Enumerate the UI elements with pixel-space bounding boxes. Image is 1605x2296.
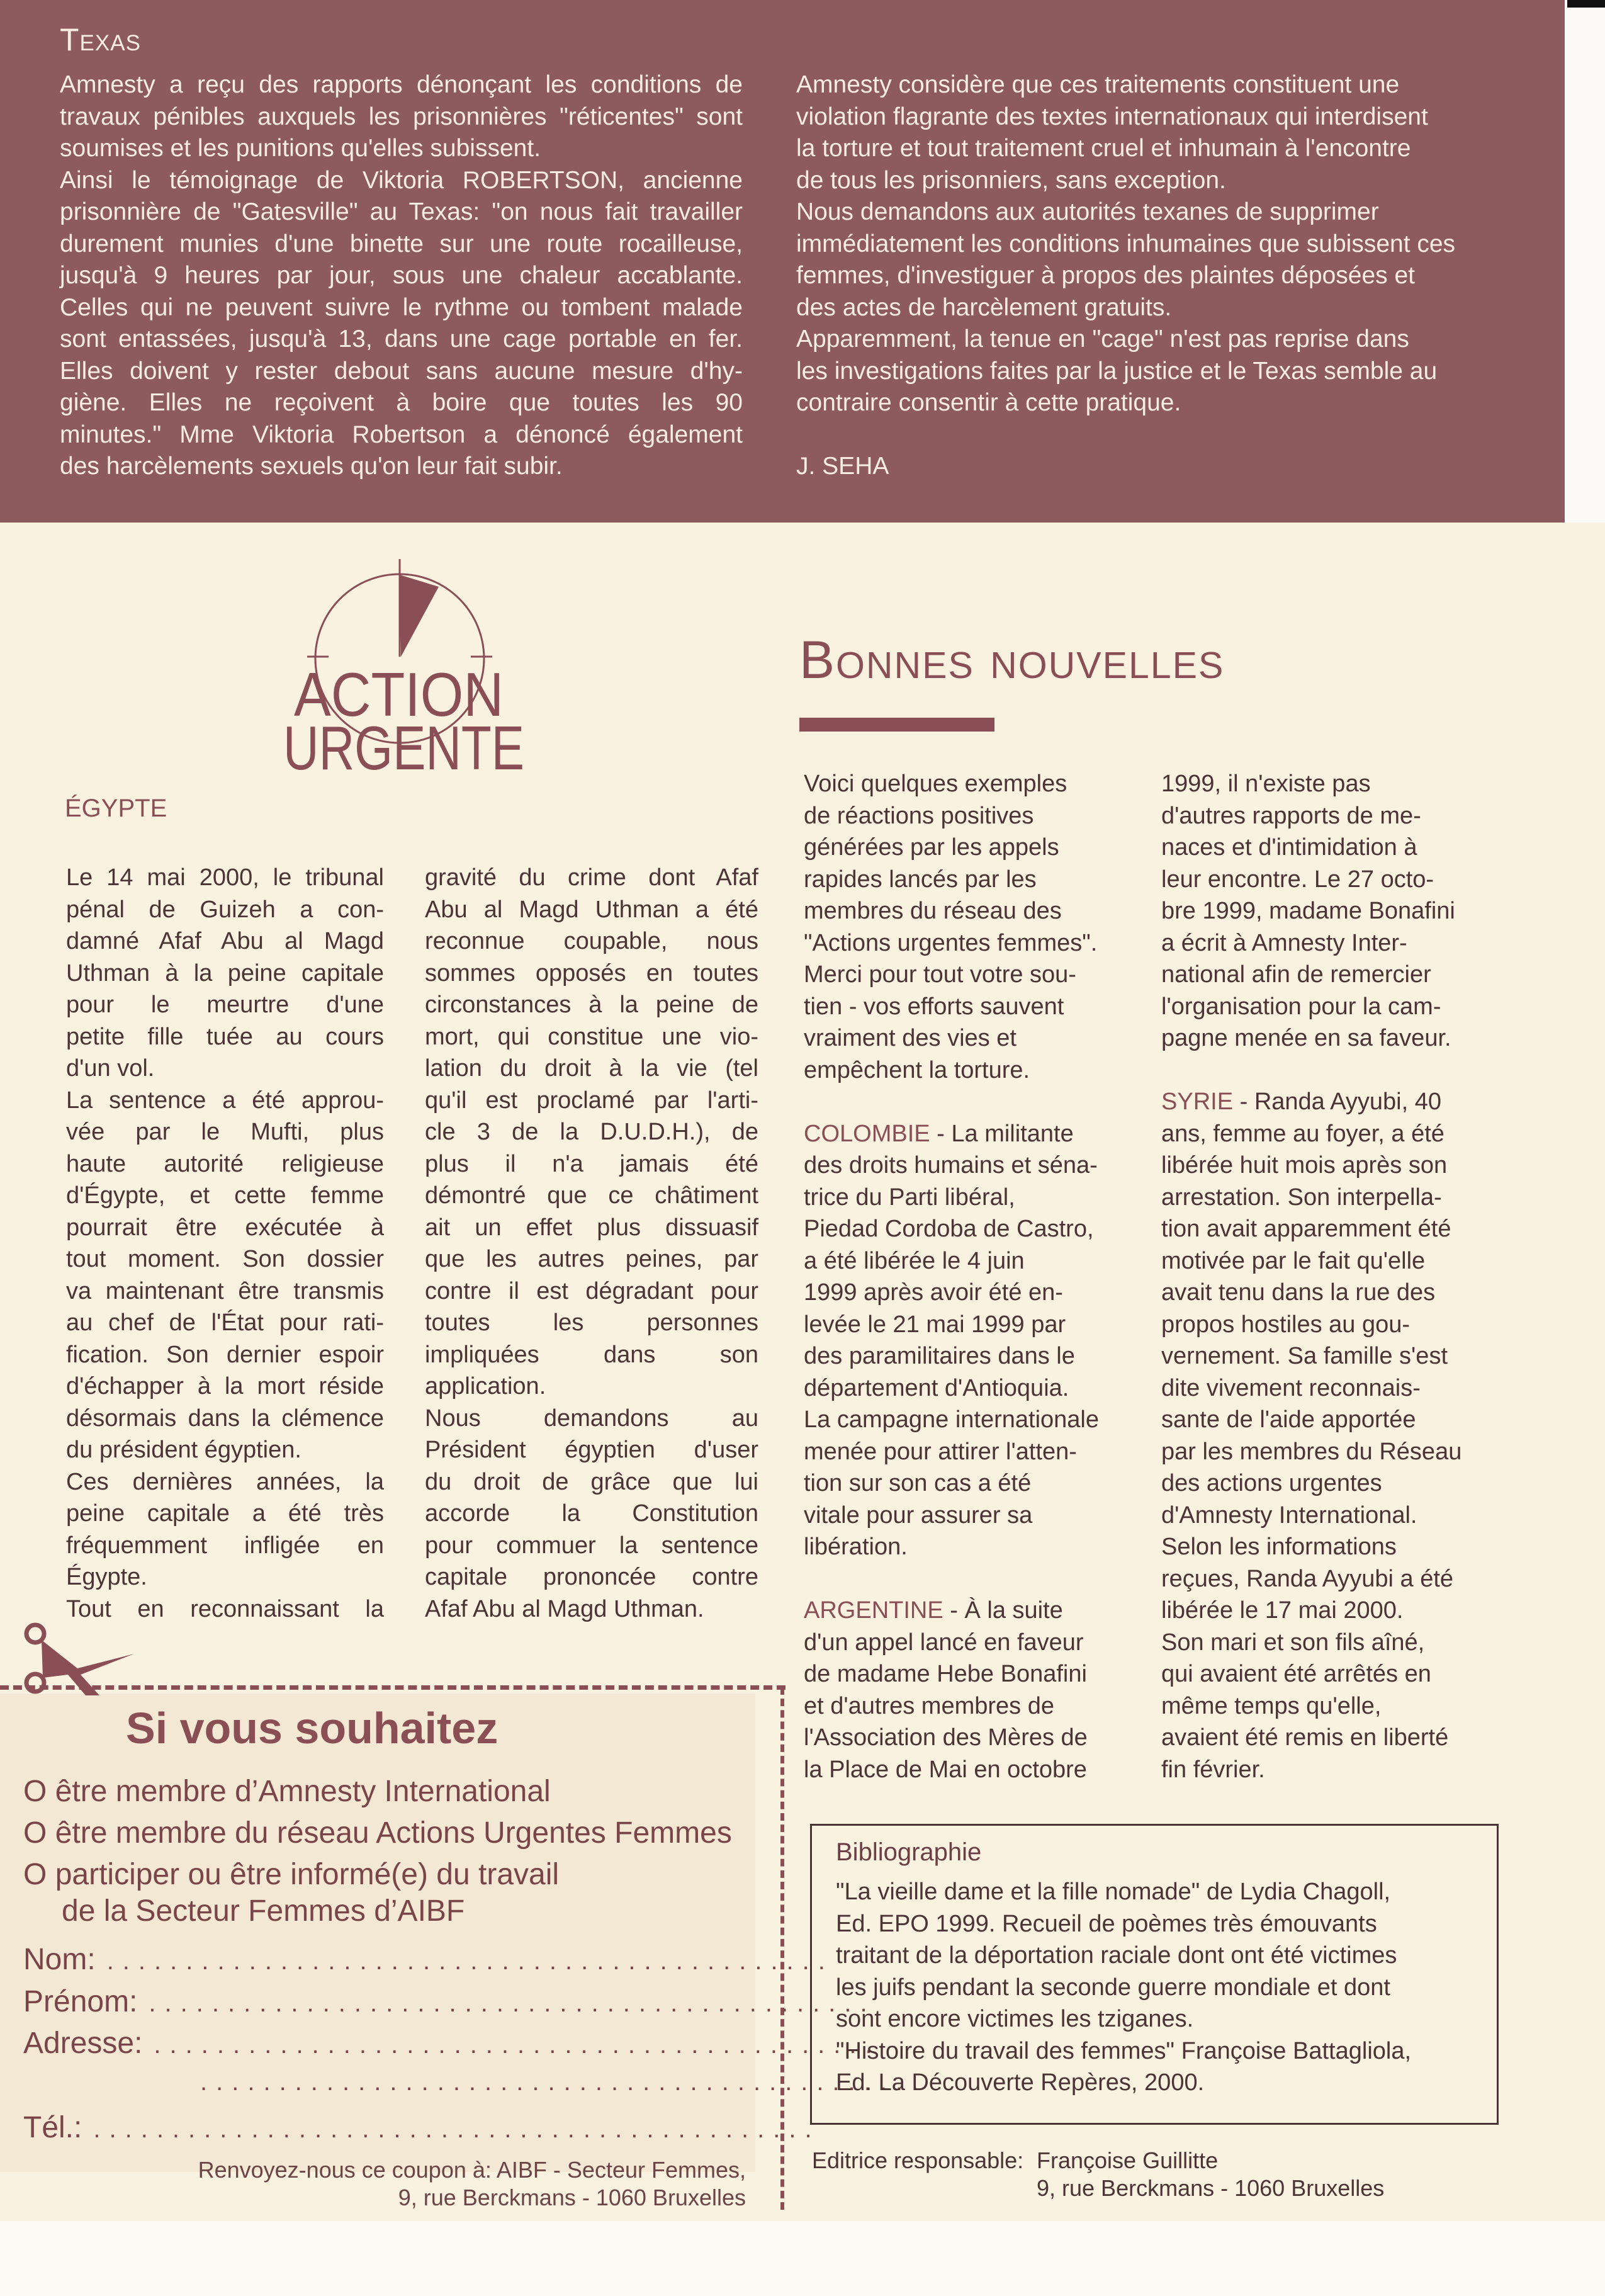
text-line: fication. Son dernier espoir [66,1341,384,1368]
text-line: haute autorité religieuse [66,1150,384,1177]
text-line: Merci pour tout votre sou- [804,961,1076,988]
egypt-column-2 [425,862,758,1625]
text-line: reçues, Randa Ayyubi a été [1161,1565,1454,1592]
bonnes-nouvelles-heading: Bonnes nouvelles [799,630,1225,689]
text-line: d'un vol. [66,1055,155,1082]
adresse-field-line2[interactable] [189,2068,928,2096]
text-line: plus il n'a jamais été [425,1150,758,1177]
text-line: vée par le Mufti, plus [66,1119,384,1145]
text-line: Nous demandons aux autorités texanes de supprimer [796,198,1379,225]
radio-circle-icon[interactable]: O [23,1858,47,1891]
text-line: démontré que ce châtiment [425,1182,758,1209]
radio-circle-icon[interactable]: O [23,1816,47,1850]
text-line: des actes de harcèlement gratuits. [796,293,1172,321]
text-run: - À la suite [943,1597,1063,1624]
text-line: au chef de l'État pour rati- [66,1309,384,1336]
coupon-return-address: Renvoyez-nous ce coupon à: AIBF - Secteur Femmes, 9, rue Berckmans - 1060 Bruxelles [198,2157,746,2210]
nom-input-dots[interactable]: .............................................. [106,1947,834,1975]
text-line: "Actions urgentes femmes". [804,929,1098,956]
text-line: libération. [804,1534,908,1560]
text-line: l'Association des Mères de [804,1724,1088,1751]
text-line: toutes les personnes [425,1309,758,1336]
texas-column-left [60,69,743,483]
logo-text-urgente: URGENTE [283,713,524,783]
radio-circle-icon[interactable]: O [23,1775,47,1808]
text-line: avait tenu dans la rue des [1161,1279,1436,1306]
bibliography-text [836,1876,1478,2099]
scan-edge-mark [1567,0,1605,8]
text-line: La campagne internationale [804,1406,1100,1433]
text-line: a été libérée le 4 juin [804,1247,1025,1274]
text-line: de réactions positives [804,802,1034,829]
text-line: par les membres du Réseau [1161,1438,1462,1465]
text-line: Nous demandons au [425,1405,758,1432]
text-line: ait un effet plus dissuasif [425,1214,758,1241]
text-line: travaux pénibles auxquels les prisonnières "réticentes" sont [60,103,743,130]
text-line: Le 14 mai 2000, le tribunal [66,864,384,891]
text-line: pour commuer la sentence [425,1532,758,1559]
text-line: violation flagrante des textes internationaux qui interdisent [796,103,1428,130]
text-line: tout moment. Son dossier [66,1246,384,1272]
text-line: pourrait être exécutée à [66,1214,384,1241]
text-line: leur encontre. Le 27 octo- [1161,866,1434,893]
text-line: et d'autres membres de [804,1692,1054,1719]
text-line: tion sur son cas a été [804,1470,1032,1496]
text-line: lation du droit à la vie (tel [425,1055,758,1082]
text-line: Ed. EPO 1999. Recueil de poèmes très émouvants [836,1910,1377,1937]
text-line: cle 3 de la D.U.D.H.), de [425,1119,758,1145]
text-line: du président égyptien. [66,1437,301,1463]
text-line: sont encore victimes les tziganes. [836,2006,1194,2032]
text-line: vraiment des vies et [804,1025,1016,1051]
text-line: de tous les prisonniers, sans exception. [796,166,1226,194]
text-line: menée pour attirer l'atten- [804,1438,1077,1465]
page-bottom-edge [0,2221,1605,2296]
text-line: les investigations faites par la justice et le Texas semble au [796,357,1438,385]
text-line: peine capitale a été très [66,1500,384,1527]
text-line: va maintenant être transmis [66,1277,384,1304]
country-label: ARGENTINE [804,1597,943,1624]
text-line: a écrit à Amnesty Inter- [1161,929,1407,956]
news-column-2 [1161,768,1494,1785]
text-line: l'organisation pour la cam- [1161,993,1441,1020]
text-line: fin février. [1161,1756,1265,1783]
text-line: libérée huit mois après son [1161,1152,1448,1179]
text-line: prisonnière de "Gatesville" au Texas: "on nous fait travailler [60,198,743,225]
scissors-icon [18,1615,137,1697]
text-line: minutes." Mme Viktoria Robertson a dénoncé également [60,421,743,448]
text-line: arrestation. Son interpella- [1161,1184,1442,1211]
text-line: J. SEHA [796,453,889,480]
text-line: contraire consentir à cette pratique. [796,389,1181,416]
text-line: fréquemment infligée en [66,1532,384,1559]
adresse-input-dots-2[interactable]: .............................................. [200,2068,928,2096]
page-edge [1565,0,1605,523]
text-line: vernement. Sa famille s'est [1161,1343,1448,1369]
text-line: du droit de grâce que lui [425,1468,758,1495]
text-line: des paramilitaires dans le [804,1343,1075,1369]
text-line: la Place de Mai en octobre [804,1756,1087,1783]
text-line: Elles doivent y rester debout sans aucune mesure d'hy- [60,357,743,385]
text-run: - La militante [930,1120,1074,1147]
text-line: immédiatement les conditions inhumaines que subissent ces [796,230,1456,257]
coupon-option-participate-line2: de la Secteur Femmes d’AIBF [62,1894,465,1928]
text-line: bre 1999, madame Bonafini [1161,898,1455,924]
text-line: gravité du crime dont Afaf [425,864,758,891]
text-line: qui avaient été arrêtés en [1161,1661,1431,1687]
text-line: des droits humains et séna- [804,1152,1098,1179]
text-line: d'Amnesty International. [1161,1501,1417,1529]
text-line: "Histoire du travail des femmes" Françoise Battagliola, [836,2037,1412,2064]
paragraph-gap [796,419,1479,451]
text-line: 1999 après avoir été en- [804,1279,1063,1306]
text-line: contre il est dégradant pour [425,1277,758,1304]
text-line: Selon les informations [1161,1534,1397,1560]
egypt-column-1 [66,862,384,1625]
text-line: pagne menée en sa faveur. [1161,1025,1451,1051]
bibliography-heading: Bibliographie [836,1838,982,1866]
text-line: ans, femme au foyer, a été [1161,1120,1444,1147]
text-line: La sentence a été approu- [66,1087,384,1114]
text-line: Ed. La Découverte Repères, 2000. [836,2069,1205,2096]
text-line [1161,1086,1494,1118]
text-line: rapides lancés par les [804,866,1037,893]
text-line: Uthman à la peine capitale [66,959,384,987]
prenom-input-dots[interactable]: .............................................. [149,1989,876,2017]
text-line: accorde la Constitution [425,1500,758,1527]
text-line: damné Afaf Abu al Magd [66,928,384,954]
country-label: SYRIE [1161,1089,1234,1115]
news-column-1 [804,768,1137,1785]
text-line: Apparemment, la tenue en "cage" n'est pas reprise dans [796,325,1409,353]
texas-column-right [796,69,1479,483]
text-line: Tout en reconnaissant la [66,1595,384,1622]
texas-heading: Texas [60,22,141,57]
text-line: impliquées dans son [425,1341,758,1368]
text-line: sommes opposés en toutes [425,959,758,987]
text-line: reconnue coupable, nous [425,928,758,954]
text-line: qu'il est proclamé par l'arti- [425,1087,758,1114]
text-line: pénal de Guizeh a con- [66,896,384,923]
bibliography-box [810,1824,1499,2125]
text-line: durement munies d'une binette sur une route rocailleuse, [60,230,743,257]
text-line: empêchent la torture. [804,1056,1030,1083]
text-line: d'autres rapports de me- [1161,802,1421,829]
text-line: femmes, d'investiguer à propos des plaintes déposées et [796,262,1416,289]
text-line: tien - vos efforts sauvent [804,993,1064,1020]
text-line: les juifs pendant la seconde guerre mondiale et dont [836,1974,1390,2001]
text-line: propos hostiles au gou- [1161,1311,1411,1338]
text-line: membres du réseau des [804,898,1062,924]
text-line: "La vieille dame et la fille nomade" de Lydia Chagoll, [836,1879,1391,1905]
text-line: levée le 21 mai 1999 par [804,1311,1066,1338]
text-line: libérée le 17 mai 2000. [1161,1597,1404,1624]
text-line: vitale pour assurer sa [804,1501,1033,1529]
text-line: motivée par le fait qu'elle [1161,1247,1426,1274]
text-line [804,1595,1137,1627]
adresse-input-dots[interactable]: .............................................. [154,2031,881,2059]
logo-text-action: ACTION [294,660,504,729]
text-line: d'échapper à la mort réside [66,1373,384,1400]
text-line: des harcèlements sexuels qu'on leur fait subir. [60,453,563,480]
text-line: Piedad Cordoba de Castro, [804,1216,1094,1242]
text-line: petite fille tuée au cours [66,1023,384,1050]
coupon-option-network[interactable]: O être membre du réseau Actions Urgentes Femmes [23,1816,732,1850]
text-line: Ces dernières années, la [66,1468,384,1495]
text-line: giène. Elles ne reçoivent à boire que toutes les 90 [60,389,743,416]
text-line: pour le meurtre d'une [66,992,384,1018]
coupon-cut-line [0,1685,786,1690]
paragraph-gap [804,1086,1137,1118]
text-line: des actions urgentes [1161,1470,1382,1496]
tel-input-dots[interactable]: .............................................. [93,2115,821,2143]
coupon-option-participate[interactable]: O participer ou être informé(e) du travail [23,1858,560,1891]
text-line: Celles qui ne peuvent suivre le rythme ou tombent malade [60,293,743,321]
text-line: Son mari et son fils aîné, [1161,1629,1425,1656]
text-line: Abu al Magd Uthman a été [425,896,758,923]
heading-underline-bar [799,718,994,732]
text-line: département d'Antioquia. [804,1374,1069,1401]
text-line [804,1118,1137,1150]
text-line: trice du Parti libéral, [804,1184,1015,1211]
text-line: sante de l'aide apportée [1161,1406,1416,1433]
text-line: mort, qui constitue une vio- [425,1023,758,1050]
text-line: Amnesty a reçu des rapports dénonçant les conditions de [60,71,743,98]
text-line: d'Égypte, et cette femme [66,1182,384,1209]
text-line: 1999, il n'existe pas [1161,771,1371,797]
text-line: Amnesty considère que ces traitements constituent une [796,71,1400,98]
text-line: Afaf Abu al Magd Uthman. [425,1595,704,1622]
text-line: même temps qu'elle, [1161,1692,1382,1719]
country-label: COLOMBIE [804,1120,930,1147]
text-line: la torture et tout traitement cruel et inhumain à l'encontre [796,135,1411,162]
nom-field[interactable]: Nom: .............................................. [23,1943,834,1976]
text-line: dite vivement reconnais- [1161,1374,1421,1401]
adresse-field[interactable]: Adresse: .............................................. [23,2027,881,2060]
tel-field[interactable]: Tél.: .............................................. [23,2111,821,2144]
editrice-responsable: Editrice responsable: Françoise Guillitte 9, rue Berckmans - 1060 Bruxelles [812,2147,1385,2201]
text-line: Voici quelques exemples [804,771,1067,797]
text-line: désormais dans la clémence [66,1405,384,1432]
paragraph-gap [1161,1055,1494,1087]
text-line: que les autres peines, par [425,1246,758,1272]
text-line: tion avait apparemment été [1161,1216,1451,1242]
prenom-field[interactable]: Prénom: .............................................. [23,1985,876,2018]
text-line: de madame Hebe Bonafini [804,1661,1087,1687]
text-line: circonstances à la peine de [425,992,758,1018]
text-line: Ainsi le témoignage de Viktoria ROBERTSON, ancienne [60,166,743,194]
text-line: national afin de remercier [1161,961,1431,988]
logo-clock-wedge [400,575,439,657]
egypt-heading: ÉGYPTE [65,795,167,822]
paragraph-gap [804,1563,1137,1595]
text-line: jusqu'à 9 heures par jour, sous une chaleur accablante. [60,262,743,289]
coupon-option-member[interactable]: O être membre d’Amnesty International [23,1775,551,1808]
coupon-heading: Si vous souhaitez [126,1704,498,1753]
coupon-area [0,1694,881,2172]
text-line: soumises et les punitions qu'elles subissent. [60,135,541,162]
text-line: naces et d'intimidation à [1161,834,1417,861]
text-line: avaient été remis en liberté [1161,1724,1449,1751]
text-run: - Randa Ayyubi, 40 [1233,1089,1442,1115]
text-line: sont entassées, jusqu'à 13, dans une cage portable en fer. [60,325,743,353]
text-line: Égypte. [66,1564,147,1590]
text-line: traitant de la déportation raciale dont ont été victimes [836,1942,1397,1969]
text-line: d'un appel lancé en faveur [804,1629,1084,1656]
text-line: Président égyptien d'user [425,1437,758,1463]
text-line: application. [425,1373,546,1400]
text-line: générées par les appels [804,834,1059,861]
action-urgente-logo [271,554,548,781]
text-line: capitale prononcée contre [425,1564,758,1590]
